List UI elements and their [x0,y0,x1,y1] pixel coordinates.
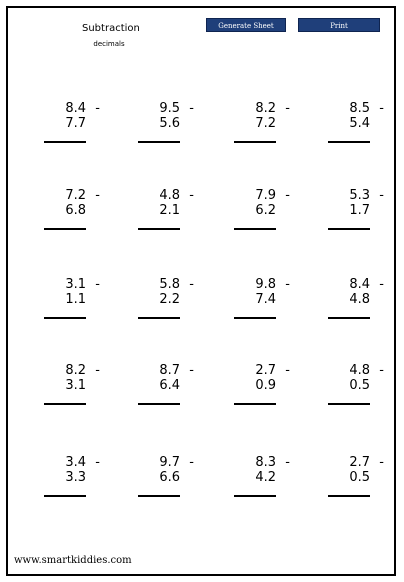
minus-sign: - [379,455,384,470]
subtraction-problem [134,277,194,327]
subtraction-problem [134,363,194,413]
subtraction-problem [230,455,290,505]
minuend [65,455,100,470]
minus-sign: - [189,363,194,378]
subtrahend: 6.8 [65,203,86,218]
answer-line [138,141,180,143]
minuend [349,101,384,116]
subtraction-problem [40,277,100,327]
minuend-value: 5.8 [159,277,180,292]
minuend-value: 3.1 [65,277,86,292]
minus-sign: - [379,188,384,203]
minuend [159,188,194,203]
minuend-value: 8.2 [255,101,276,116]
minuend [65,363,100,378]
minuend-value: 2.7 [255,363,276,378]
subtrahend: 2.2 [159,292,180,307]
minuend-value: 8.7 [159,363,180,378]
subtrahend: 6.2 [255,203,276,218]
minus-sign: - [189,188,194,203]
minus-sign: - [285,101,290,116]
minus-sign: - [189,455,194,470]
subtrahend: 0.5 [349,470,370,485]
answer-line [44,317,86,319]
minuend-value: 8.4 [65,101,86,116]
answer-line [138,228,180,230]
minus-sign: - [189,101,194,116]
subtraction-problem [324,277,384,327]
minus-sign: - [379,363,384,378]
subtrahend: 7.7 [65,116,86,131]
subtraction-problem [40,101,100,151]
subtraction-problem [40,455,100,505]
subtraction-problem [134,455,194,505]
minuend-value: 4.8 [349,363,370,378]
minuend-value: 8.5 [349,101,370,116]
answer-line [328,317,370,319]
minus-sign: - [189,277,194,292]
subtraction-problem [324,188,384,238]
minus-sign: - [285,455,290,470]
minuend-value: 9.8 [255,277,276,292]
subtraction-problem [230,363,290,413]
minus-sign: - [285,363,290,378]
minuend [255,101,290,116]
minuend-value: 3.4 [65,455,86,470]
minuend-value: 9.5 [159,101,180,116]
subtrahend: 6.4 [159,378,180,393]
subtrahend: 3.3 [65,470,86,485]
minus-sign: - [95,101,100,116]
subtrahend: 2.1 [159,203,180,218]
subtraction-problem [230,101,290,151]
subtraction-problem [230,277,290,327]
site-url: www.smartkiddies.com [14,555,132,566]
subtrahend: 4.8 [349,292,370,307]
answer-line [44,141,86,143]
subtrahend: 5.4 [349,116,370,131]
minuend-value: 8.4 [349,277,370,292]
generate-sheet-button[interactable]: Generate Sheet [206,18,286,32]
answer-line [328,141,370,143]
subtrahend: 1.1 [65,292,86,307]
minus-sign: - [379,101,384,116]
answer-line [234,228,276,230]
subtrahend: 7.4 [255,292,276,307]
minuend [349,455,384,470]
minus-sign: - [379,277,384,292]
minuend-value: 2.7 [349,455,370,470]
answer-line [328,403,370,405]
minus-sign: - [95,455,100,470]
answer-line [234,317,276,319]
subtrahend: 0.5 [349,378,370,393]
minuend-value: 7.9 [255,188,276,203]
minuend-value: 5.3 [349,188,370,203]
subtraction-problem [324,363,384,413]
answer-line [138,403,180,405]
minuend [65,188,100,203]
minuend-value: 4.8 [159,188,180,203]
subtraction-problem [40,188,100,238]
minuend [255,363,290,378]
minuend [255,277,290,292]
subtrahend: 1.7 [349,203,370,218]
answer-line [44,495,86,497]
minuend [159,277,194,292]
answer-line [234,141,276,143]
minuend-value: 7.2 [65,188,86,203]
answer-line [234,403,276,405]
minuend [349,277,384,292]
subtrahend: 3.1 [65,378,86,393]
minuend [159,101,194,116]
subtrahend: 7.2 [255,116,276,131]
minuend-value: 9.7 [159,455,180,470]
minuend [349,188,384,203]
print-button[interactable]: Print [298,18,380,32]
minuend [159,455,194,470]
minuend [255,188,290,203]
minus-sign: - [285,188,290,203]
subtraction-problem [230,188,290,238]
minus-sign: - [285,277,290,292]
subtrahend: 4.2 [255,470,276,485]
minuend-value: 8.3 [255,455,276,470]
answer-line [328,495,370,497]
answer-line [138,495,180,497]
subtrahend: 0.9 [255,378,276,393]
answer-line [234,495,276,497]
minuend [255,455,290,470]
answer-line [328,228,370,230]
subtrahend: 5.6 [159,116,180,131]
minuend [65,277,100,292]
answer-line [44,403,86,405]
minuend-value: 8.2 [65,363,86,378]
subtraction-problem [324,101,384,151]
minus-sign: - [95,188,100,203]
subtraction-problem [134,188,194,238]
minus-sign: - [95,277,100,292]
page-subtitle: decimals [93,40,125,48]
page-title: Subtraction [82,23,140,34]
subtraction-problem [134,101,194,151]
minuend [65,101,100,116]
subtrahend: 6.6 [159,470,180,485]
minus-sign: - [95,363,100,378]
answer-line [138,317,180,319]
subtraction-problem [324,455,384,505]
minuend [349,363,384,378]
minuend [159,363,194,378]
answer-line [44,228,86,230]
subtraction-problem [40,363,100,413]
